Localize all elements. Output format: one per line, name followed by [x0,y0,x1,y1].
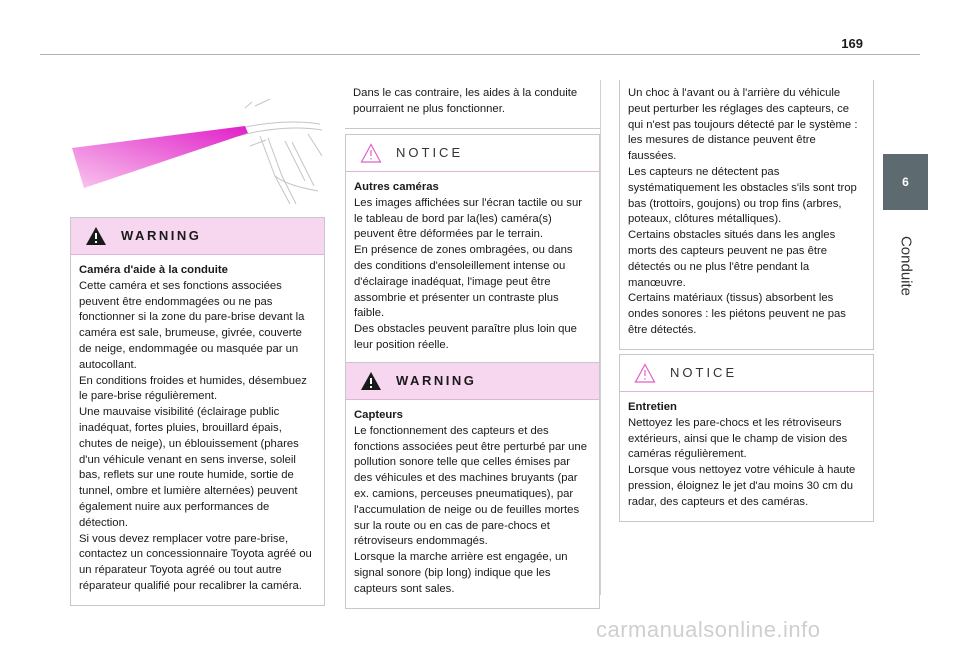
col3-paragraph: Certains obstacles situés dans les angles morts des capteurs peuvent ne pas être détectés ou ne plus l'être pendant la manœuvre. [628,229,836,289]
warning-box-sensors [345,362,600,609]
notice-box-other-cameras [345,134,600,365]
top-rule [40,54,920,55]
col2-intro [345,80,600,129]
notice-paragraph: Nettoyez les pare-chocs et les rétroviseurs extérieurs, ainsi que le champ de vision des caméras régulièrement. [628,416,848,461]
chapter-tab[interactable]: 6 [883,154,928,210]
warning-header [346,363,599,400]
notice-subtitle: Autres caméras [354,181,439,193]
col3-paragraph: Les capteurs ne détectent pas systématiquement les obstacles s'ils sont trop bas (trottoirs, goujons) ou trop fins (arbres, poteaux, clôtures métalliques). [628,165,857,226]
warning-subtitle: Capteurs [354,409,403,421]
warning-paragraph: En conditions froides et humides, désembuez le pare-brise régulièrement. [79,374,307,403]
warning-title: WARNING [396,373,477,388]
warning-header [71,218,324,255]
warning-subtitle: Caméra d'aide à la conduite [79,264,228,276]
warning-paragraph: Si vous devez remplacer votre pare-brise, contactez un concessionnaire Toyota agréé ou un réparateur Toyota agréé ou tout autre réparateur qualifié pour recalibrer la caméra. [79,532,312,592]
notice-triangle-icon [634,363,656,383]
warning-triangle-icon [360,371,382,391]
col3-intro [619,80,874,350]
notice-subtitle: Entretien [628,401,677,413]
warning-box-camera [70,217,325,606]
notice-header [620,355,873,392]
notice-paragraph: Les images affichées sur l'écran tactile ou sur le tableau de bord par la(les) caméra(s) peuvent être déformées par le terrain. [354,196,583,241]
notice-box-maintenance [619,354,874,522]
warning-paragraph: Une mauvaise visibilité (éclairage public inadéquat, fortes pluies, brouillard épais, chutes de neige), un éblouissement (phares d'un véhicule venant en sens inverse, soleil bas, reflets sur une route humide, sortie de tunnel, ombre et lumière alternées) peuvent également nuire aux performances de détection. [79,406,299,529]
page-number: 169 [841,36,863,51]
col3-paragraph: Certains matériaux (tissus) absorbent les ondes sonores : les piétons peuvent ne pas être détectés. [628,292,846,336]
warning-paragraph: Le fonctionnement des capteurs et des fonctions associées peut être perturbé par une pollution sonore telle que celles émises par des véhicules et des machines bruyants (par ex. camions, perceuses pneumatiques), par l'accumulation de neige ou de feuilles mortes sur la route ou en cas de pare-chocs et rétroviseurs endommagés. [354,424,587,548]
warning-paragraph: Cette caméra et ses fonctions associées peuvent être endommagées ou ne pas fonctionner si la zone du pare-brise devant la caméra est sale, brumeuse, givrée, couverte de neige, endommagée ou masquée par un autocollant. [79,279,305,371]
chapter-label-text: Conduite [897,235,915,297]
notice-title: NOTICE [670,365,738,380]
warning-triangle-icon [85,226,107,246]
col3-paragraph: Un choc à l'avant ou à l'arrière du véhicule peut perturber les réglages des capteurs, ce qui n'est pas toujours détecté par le système : les mesures de distance peuvent être faussées. [628,87,858,163]
column-divider [600,80,601,595]
windshield-camera-illustration [70,96,325,208]
notice-paragraph: Lorsque vous nettoyez votre véhicule à haute pression, éloignez le jet d'au moins 30 cm du radar, des capteurs et des caméras. [628,464,856,508]
col2-intro-text: Dans le cas contraire, les aides à la conduite pourraient ne plus fonctionner. [353,87,578,115]
notice-triangle-icon [360,143,382,163]
warning-title: WARNING [121,228,202,243]
chapter-label [884,226,928,306]
warning-paragraph: Lorsque la marche arrière est engagée, un signal sonore (bip long) indique que les capteurs sont sales. [354,551,568,595]
notice-paragraph: Des obstacles peuvent paraître plus loin que leur position réelle. [354,323,577,351]
watermark: carmanualsonline.info [596,617,821,642]
notice-header [346,135,599,172]
notice-title: NOTICE [396,145,464,160]
notice-paragraph: En présence de zones ombragées, ou dans des conditions d'ensoleillement intense ou d'éclairage inadéquat, l'image peut être assombrie et présenter un contraste plus faible. [354,244,573,320]
